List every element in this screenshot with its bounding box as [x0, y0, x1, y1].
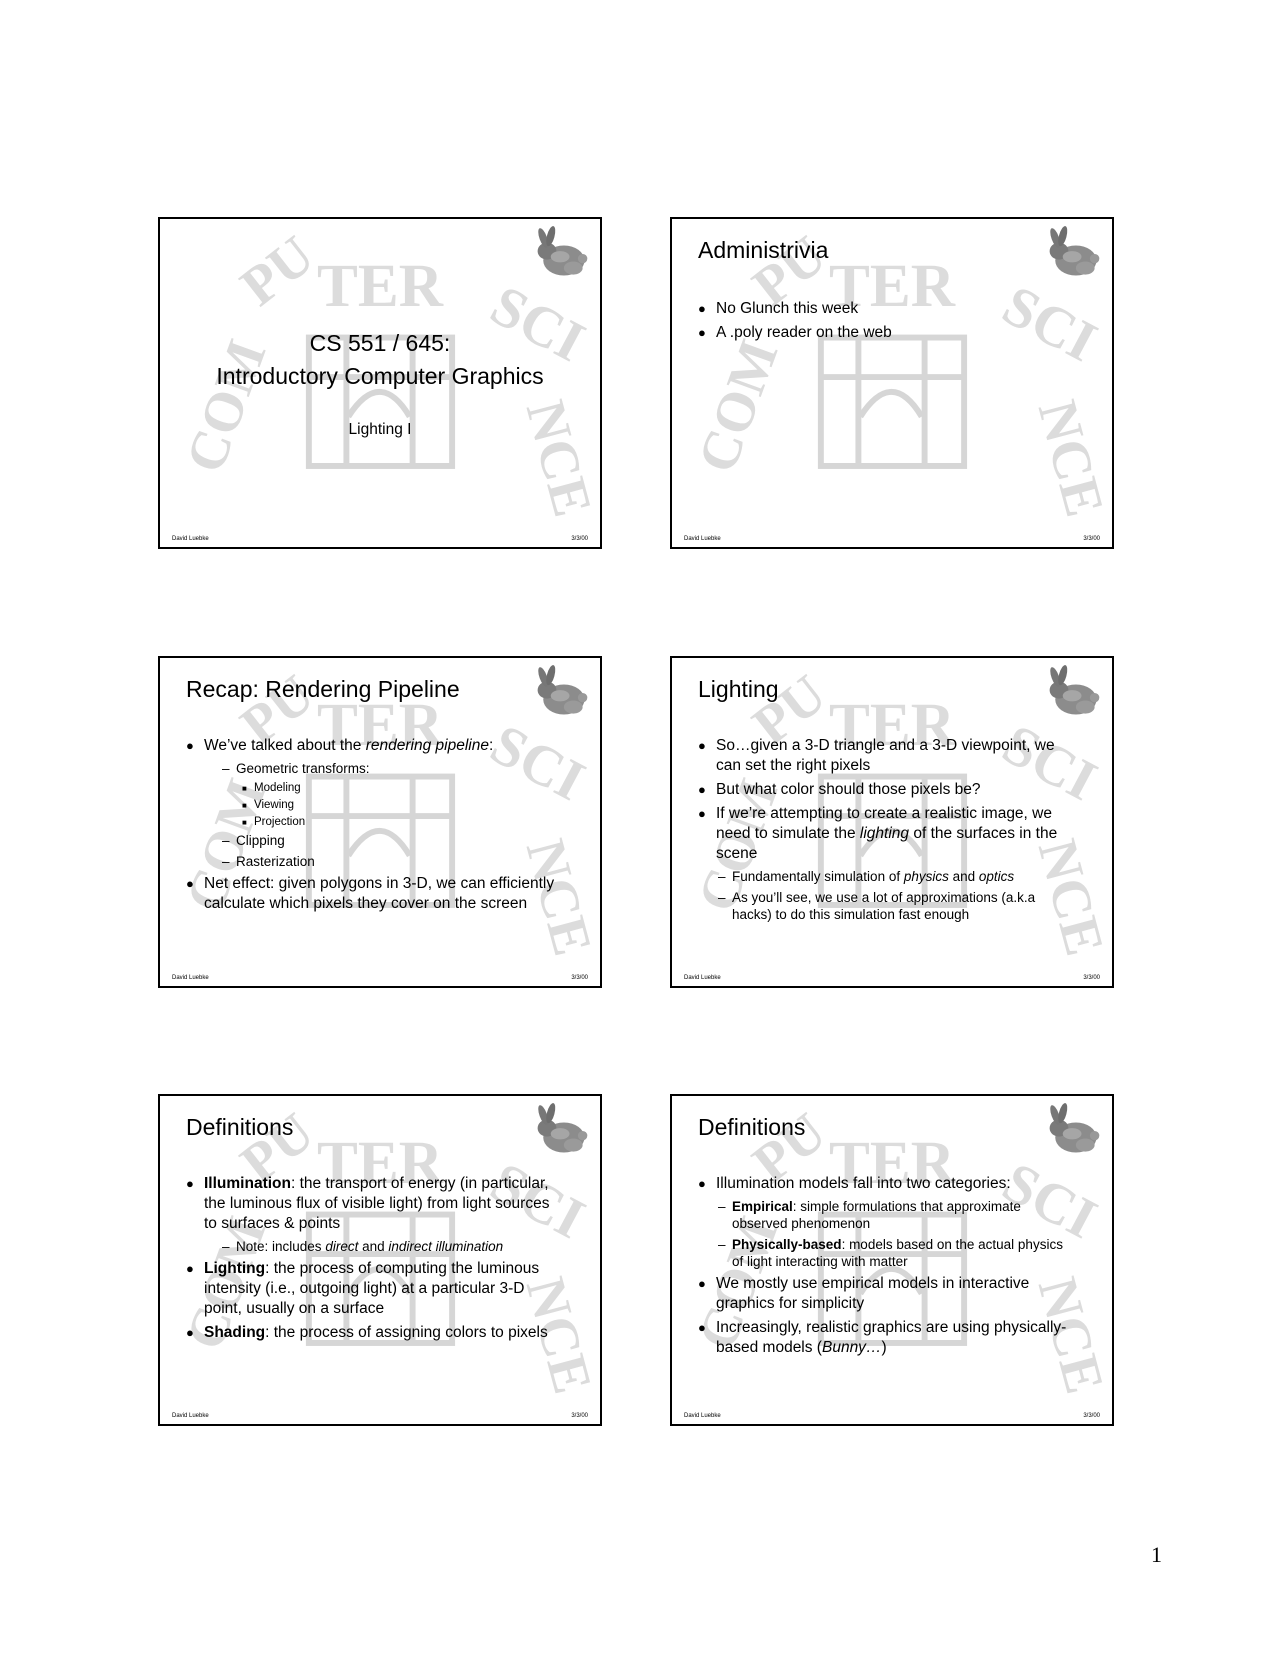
- course-code: CS 551 / 645:: [309, 330, 451, 356]
- bullet-item: ● So…given a 3-D triangle and a 3-D viewpoint, we can set the right pixels: [698, 736, 1072, 776]
- footer-author: David Luebke: [172, 1413, 209, 1419]
- slide-body: [698, 1174, 1072, 1362]
- bullet-item: ● Shading: the process of assigning colors to pixels: [186, 1323, 560, 1343]
- stanford-bunny-icon: [532, 225, 592, 281]
- sub-bullet-item: – Fundamentally simulation of physics and optics: [718, 868, 1072, 885]
- footer-date: 3/3/00: [571, 536, 588, 542]
- bullet-item: ● Increasingly, realistic graphics are using physically-based models (Bunny…): [698, 1318, 1072, 1358]
- slide-body: [698, 736, 1072, 927]
- sub-bullet-item: – Geometric transforms:: [222, 760, 560, 777]
- sub-bullet-item: – As you’ll see, we use a lot of approximations (a.k.a hacks) to do this simulation fast enough: [718, 889, 1072, 923]
- bullet-item: ● Illumination models fall into two categories:: [698, 1174, 1072, 1194]
- stanford-bunny-icon: [532, 1102, 592, 1158]
- bullet-item: ● If we’re attempting to create a realistic image, we need to simulate the lighting of the surfaces in the scene: [698, 804, 1072, 864]
- sub-bullet-item: – Physically-based: models based on the actual physics of light interacting with matter: [718, 1236, 1072, 1270]
- bullet-item: ● A .poly reader on the web: [698, 323, 1052, 343]
- slide-body: [186, 736, 560, 918]
- footer-author: David Luebke: [172, 536, 209, 542]
- slide-heading: Administrivia: [698, 237, 829, 263]
- page-number: 1: [1151, 1542, 1162, 1567]
- footer-author: David Luebke: [684, 1413, 721, 1419]
- slide-title: [158, 217, 602, 549]
- footer-date: 3/3/00: [571, 1413, 588, 1419]
- slide-body: [698, 299, 1052, 347]
- footer-date: 3/3/00: [571, 975, 588, 981]
- sub-bullet-item: – Empirical: simple formulations that approximate observed phenomenon: [718, 1198, 1072, 1232]
- sub-sub-bullet-item: ■ Projection: [242, 815, 560, 830]
- bullet-item: ● We mostly use empirical models in interactive graphics for simplicity: [698, 1274, 1072, 1314]
- bullet-item: ● No Glunch this week: [698, 299, 1052, 319]
- footer-author: David Luebke: [684, 536, 721, 542]
- slide-lighting: [670, 656, 1114, 988]
- slide-heading: Definitions: [186, 1114, 294, 1140]
- slide-body: [186, 1174, 560, 1347]
- footer-author: David Luebke: [684, 975, 721, 981]
- sub-sub-bullet-item: ■ Modeling: [242, 781, 560, 796]
- slide-heading: Lighting: [698, 676, 779, 702]
- sub-bullet-item: – Note: includes direct and indirect illumination: [222, 1238, 560, 1255]
- stanford-bunny-icon: [1044, 664, 1104, 720]
- slide-heading: Recap: Rendering Pipeline: [186, 676, 460, 702]
- sub-bullet-item: – Clipping: [222, 832, 560, 849]
- bullet-item: ● We’ve talked about the rendering pipeline:: [186, 736, 560, 756]
- footer-date: 3/3/00: [1083, 536, 1100, 542]
- lecture-subtitle: Lighting I: [348, 421, 412, 438]
- course-name: Introductory Computer Graphics: [216, 363, 544, 389]
- slide-heading: Definitions: [698, 1114, 806, 1140]
- bullet-item: ● But what color should those pixels be?: [698, 780, 1072, 800]
- bullet-item: ● Illumination: the transport of energy (in particular, the luminous flux of visible light) from light sources to surfaces & points: [186, 1174, 560, 1234]
- slide-administrivia: [670, 217, 1114, 549]
- sub-sub-bullet-item: ■ Viewing: [242, 798, 560, 813]
- slide-definitions-1: [158, 1094, 602, 1426]
- footer-author: David Luebke: [172, 975, 209, 981]
- bullet-item: ● Lighting: the process of computing the luminous intensity (i.e., outgoing light) at a particular 3-D point, usually on a surface: [186, 1259, 560, 1319]
- slide-recap-pipeline: [158, 656, 602, 988]
- stanford-bunny-icon: [1044, 225, 1104, 281]
- slide-definitions-2: [670, 1094, 1114, 1426]
- footer-date: 3/3/00: [1083, 975, 1100, 981]
- footer-date: 3/3/00: [1083, 1413, 1100, 1419]
- stanford-bunny-icon: [1044, 1102, 1104, 1158]
- sub-bullet-item: – Rasterization: [222, 853, 560, 870]
- stanford-bunny-icon: [532, 664, 592, 720]
- slide-title-text: [160, 327, 600, 393]
- bullet-item: ● Net effect: given polygons in 3-D, we can efficiently calculate which pixels they cover on the screen: [186, 874, 560, 914]
